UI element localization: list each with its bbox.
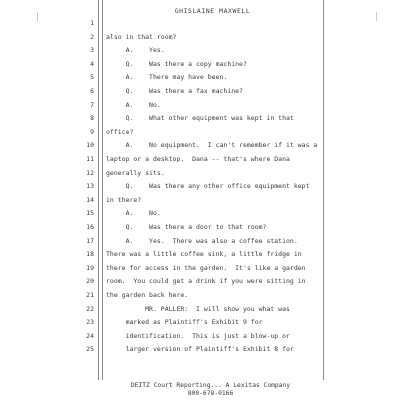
transcript-line: [0, 139, 400, 151]
line-number: 7: [90, 100, 94, 109]
line-number: 15: [86, 209, 94, 218]
transcript-line: [0, 262, 400, 274]
transcript-line: [0, 316, 400, 328]
transcript-line: [0, 31, 400, 43]
line-text: marked as Plaintiff's Exhibit 9 for: [106, 318, 263, 327]
line-text: generally sits.: [106, 168, 165, 177]
line-number: 16: [86, 223, 94, 231]
transcript-line: [0, 289, 400, 301]
line-text: Q. Was there a copy machine?: [106, 59, 247, 68]
line-text: also in that room?: [106, 32, 177, 41]
line-number: 6: [90, 87, 94, 95]
line-number: 1: [90, 19, 94, 27]
transcript-line: [0, 126, 400, 138]
line-number: 2: [90, 32, 94, 41]
line-number: 25: [86, 345, 94, 354]
line-text: the garden back here.: [106, 291, 189, 299]
transcript-line: [0, 71, 400, 83]
transcript-line: [0, 275, 400, 287]
line-text: A. Yes.: [106, 46, 165, 55]
line-text: MR. PALLER: I will show you what was: [106, 304, 290, 313]
line-number: 18: [86, 250, 94, 259]
footer-phone: 800-678-0166: [187, 390, 234, 397]
line-text: larger version of Plaintiff's Exhibit 8 for: [106, 345, 294, 354]
footer-reporter-name: DEITZ Court Reporting... A Lexitas Company: [130, 382, 291, 389]
line-text: Q. Was there a door to that room?: [106, 223, 267, 231]
transcript-line: [0, 167, 400, 179]
transcript-line: [0, 85, 400, 97]
line-text: identification. This is just a blow-up or: [106, 331, 290, 340]
transcript-line: [0, 112, 400, 124]
line-number: 21: [86, 291, 94, 299]
line-number: 8: [90, 114, 94, 123]
line-text: there for access in the garden. It's like a garden: [106, 263, 306, 272]
line-number: 13: [86, 182, 94, 191]
transcript-line: [0, 194, 400, 206]
line-number: 17: [86, 236, 94, 245]
transcript-line: [0, 180, 400, 192]
line-text: Q. What other equipment was kept in that: [106, 114, 294, 123]
line-number: 11: [86, 155, 94, 163]
line-number: 4: [90, 59, 94, 68]
line-text: office?: [106, 127, 134, 136]
transcript-line: [0, 153, 400, 165]
line-text: Q. Was there any other office equipment kept: [106, 182, 310, 191]
line-number: 10: [86, 141, 94, 150]
transcript-line: [0, 330, 400, 342]
page-header-deponent-name: GHISLAINE MAXWELL: [174, 7, 251, 15]
line-text: A. Yes. There was also a coffee station.: [106, 236, 298, 245]
line-number: 14: [86, 195, 94, 204]
line-text: in there?: [106, 195, 142, 204]
transcript-line: [0, 248, 400, 260]
line-text: Q. Was there a fax machine?: [106, 87, 243, 95]
transcript-line: [0, 303, 400, 315]
transcript-line: [0, 58, 400, 70]
line-number: 22: [86, 304, 94, 313]
transcript-line: [0, 235, 400, 247]
line-number: 3: [90, 46, 94, 55]
transcript-line: [0, 343, 400, 355]
line-text: A. There may have been.: [106, 73, 228, 82]
line-text: A. No.: [106, 100, 161, 109]
transcript-line: [0, 44, 400, 56]
line-text: laptop or a desktop. Dana -- that's where Dana: [106, 155, 290, 163]
line-text: A. No equipment. I can't remember if it was a: [106, 141, 318, 150]
transcript-line: [0, 17, 400, 29]
transcript-line: [0, 99, 400, 111]
transcript-line: [0, 221, 400, 233]
line-number: 19: [86, 263, 94, 272]
line-number: 5: [90, 73, 94, 82]
line-number: 9: [90, 127, 94, 136]
line-number: 20: [86, 277, 94, 286]
line-text: A. No.: [106, 209, 161, 218]
line-number: 12: [86, 168, 94, 177]
line-number: 24: [86, 331, 94, 340]
transcript-line: [0, 207, 400, 219]
line-text: room. You could get a drink if you were sitting in: [106, 277, 306, 286]
line-text: There was a little coffee sink, a little fridge in: [106, 250, 302, 259]
line-number: 23: [86, 318, 94, 327]
